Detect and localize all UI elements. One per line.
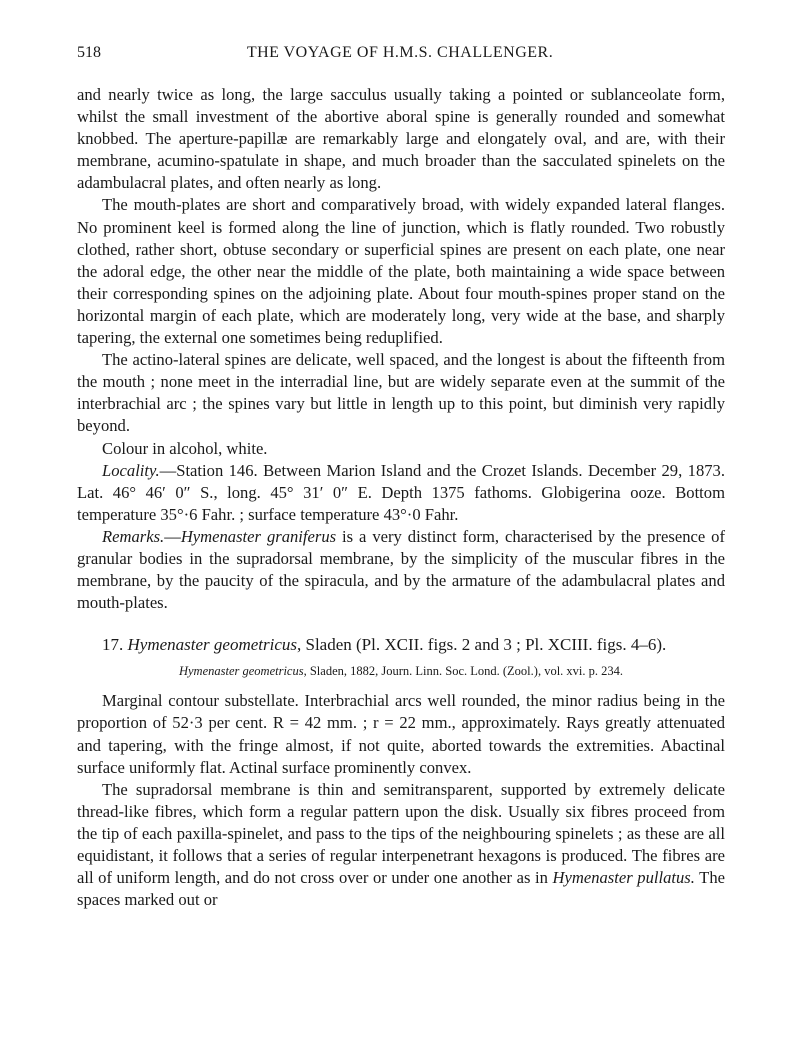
synonym-reference: , Sladen, 1882, Journ. Linn. Soc. Lond. (Zool.), vol. xvi. p. 234.	[303, 664, 624, 679]
paragraph-remarks	[77, 526, 725, 614]
running-title: THE VOYAGE OF H.M.S. CHALLENGER.	[246, 44, 554, 61]
species-reference: , Sladen (Pl. XCII. figs. 2 and 3 ; Pl. XCIII. figs. 4–6).	[297, 635, 667, 655]
species-heading	[77, 634, 725, 656]
supradorsal-text: The supradorsal membrane is thin and semitransparent, supported by extremely delicate thread-like fibres, which form a regular pattern upon the disk. Usually six fibres proceed from the tip of each paxilla-spinelet, and pass to the tips of the neighbouring spinelets ; as these are all equidistant, it follows that a series of regular interpenetrant hexagons is produced. The fibres are all of uniform length, and do not cross over or under one another as in	[77, 779, 725, 888]
page-body	[77, 84, 725, 911]
synonymy-line	[77, 662, 725, 680]
paragraph-locality	[77, 460, 725, 526]
page-number: 518	[77, 44, 101, 61]
paragraph-aperture-papillae: and nearly twice as long, the large sacculus usually taking a pointed or sublanceolate form, whilst the small investment of the abortive aboral spine is generally rounded and somewhat knobbed. The aperture-papillæ are remarkably large and elongately oval, and are, with their membrane, acumino-spatulate in shape, and much broader than the sacculated spinelets on the adambulacral plates, and often nearly as long.	[77, 85, 725, 193]
remarks-dash: —	[164, 526, 181, 546]
supradorsal-end: The spaces marked out or	[77, 868, 725, 910]
paragraph-mouth-plates: The mouth-plates are short and comparatively broad, with widely expanded lateral flanges. No prominent keel is formed along the line of junction, which is flatly rounded. Two robustly clothed, rather short, obtuse secondary or superficial spines are present on each plate, one near the adoral edge, the other near the middle of the plate, both maintaining a wide space between their corresponding spines on the adjoining plate. About four mouth-spines proper stand on the horizontal margin of each plate, which are moderately long, very wide at the base, and sharply tapering, the external one sometimes being reduplified.	[77, 195, 725, 348]
remarks-label: Remarks.	[102, 526, 165, 546]
locality-label: Locality.	[102, 460, 160, 480]
paragraph-supradorsal-membrane	[77, 779, 725, 912]
locality-text: —Station 146. Between Marion Island and the Crozet Islands. December 29, 1873. Lat. 46° 46′ 0″ S., long. 45° 31′ 0″ E. Depth 1375 fathoms. Globigerina ooze. Bottom temperature 35°·6 Fahr. ; surface temperature 43°·0 Fahr.	[77, 460, 725, 524]
paragraph-actino-lateral-spines: The actino-lateral spines are delicate, well spaced, and the longest is about the fifteenth from the mouth ; none meet in the interradial line, but are widely separate even at the summit of the interbrachial arc ; the spines vary but little in length up to this point, but diminish very rapidly beyond.	[77, 350, 725, 436]
remarks-species: Hymenaster graniferus	[180, 526, 337, 546]
page-header	[77, 44, 723, 62]
species-name: Hymenaster geometricus	[127, 635, 297, 655]
species-number: 17.	[102, 635, 124, 655]
remarks-text: is a very distinct form, characterised by the presence of granular bodies in the supradorsal membrane, by the simplicity of the muscular fibres in the membrane, by the paucity of the spiracula, and by the armature of the adambulacral plates and mouth-plates.	[77, 526, 725, 613]
paragraph-colour: Colour in alcohol, white.	[102, 438, 268, 458]
synonym-name: Hymenaster geometricus	[178, 664, 304, 679]
paragraph-marginal-contour: Marginal contour substellate. Interbrachial arcs well rounded, the minor radius being in the proportion of 52·3 per cent. R = 42 mm. ; r = 22 mm., approximately. Rays greatly attenuated and tapering, with the fringe almost, if not quite, aborted towards the extremities. Abactinal surface uniformly flat. Actinal surface prominently convex.	[77, 691, 725, 777]
supradorsal-species: Hymenaster pullatus.	[552, 868, 695, 888]
